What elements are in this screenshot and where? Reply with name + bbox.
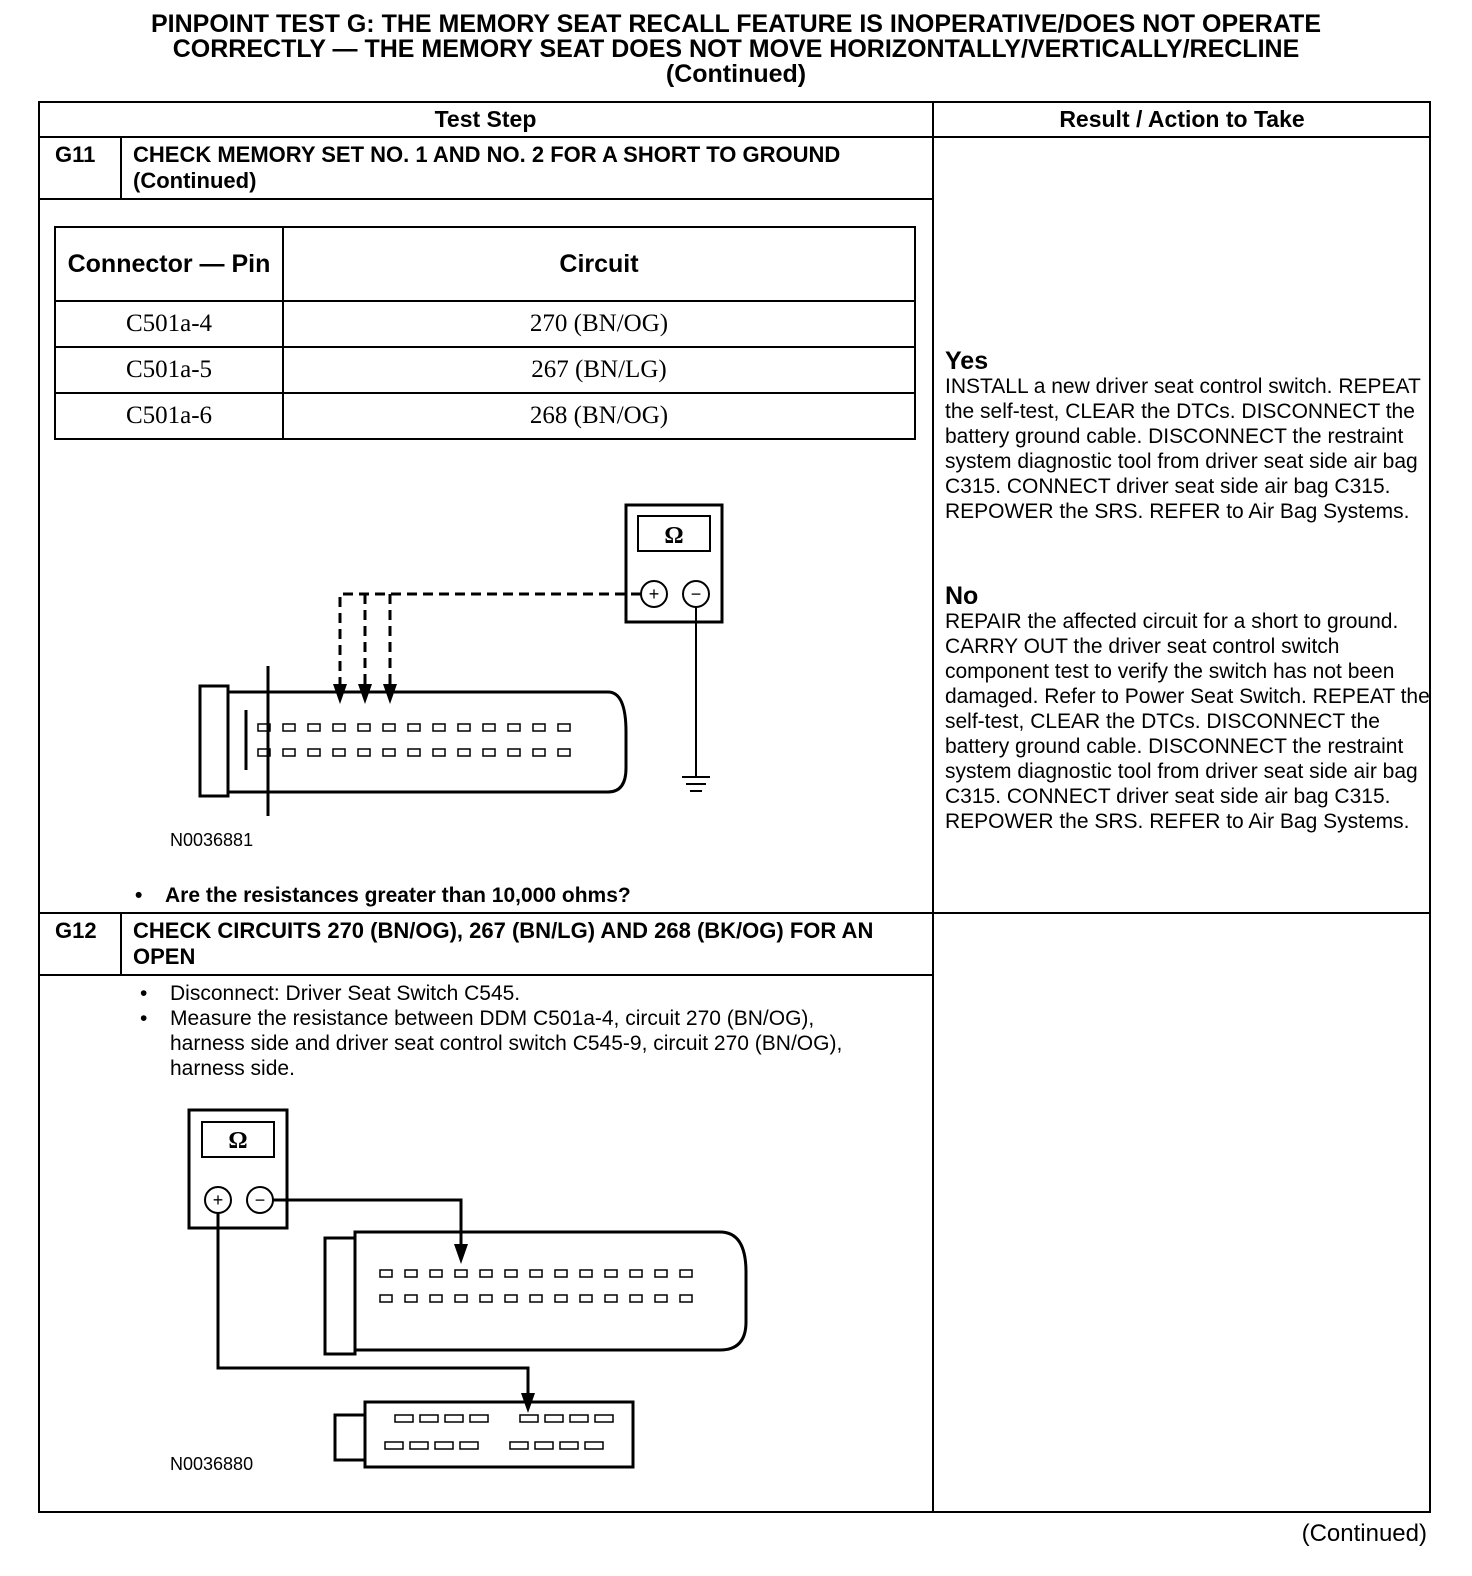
svg-text:+: + xyxy=(648,584,660,604)
connector-pin xyxy=(533,749,545,756)
connector-pin xyxy=(395,1415,413,1422)
test-step-header: Test Step xyxy=(434,106,537,132)
figure-id: N0036881 xyxy=(170,830,254,850)
ohm-symbol: Ω xyxy=(664,523,684,549)
connector-pin xyxy=(455,1295,467,1302)
connector-pin xyxy=(605,1295,617,1302)
connector-pin xyxy=(580,1295,592,1302)
step-title: CHECK MEMORY SET NO. 1 AND NO. 2 FOR A SHORT TO GROUND (Continued) xyxy=(133,142,841,193)
connector-pin xyxy=(480,1270,492,1277)
connector-pin xyxy=(385,1442,403,1449)
col-circuit: Circuit xyxy=(283,227,915,301)
connector-pin xyxy=(455,1270,467,1277)
result-yes: Yes INSTALL a new driver seat control switch. REPEAT the self-test, CLEAR the DTCs. DISCONNECT the battery ground cable. DISCONNECT the restraint system diagnostic tool from driver seat side air bag C315. CONNECT driver seat side air bag C315. REPOWER the SRS. REFER to Air Bag Systems. xyxy=(945,347,1421,523)
connector-pin xyxy=(358,724,370,731)
connector-pin xyxy=(560,1442,578,1449)
connector-pin xyxy=(408,724,420,731)
connector-pin xyxy=(383,749,395,756)
connector-pin xyxy=(505,1270,517,1277)
connector-pin xyxy=(558,749,570,756)
table-row: C501a-4 270 (BN/OG) xyxy=(55,301,915,347)
connector-pin xyxy=(483,749,495,756)
connector-pin xyxy=(308,724,320,731)
col-connector-pin: Connector — Pin xyxy=(55,227,283,301)
connector-pin xyxy=(283,724,295,731)
figure-id: N0036880 xyxy=(170,1454,254,1474)
connector-pin xyxy=(655,1270,667,1277)
connector-pin xyxy=(535,1442,553,1449)
connector-pin xyxy=(435,1442,453,1449)
svg-text:−: − xyxy=(690,584,702,604)
table-row: C501a-5 267 (BN/LG) xyxy=(55,347,915,393)
divider xyxy=(38,974,933,976)
connector-pin xyxy=(433,749,445,756)
connector-pin xyxy=(570,1415,588,1422)
connector-pin xyxy=(580,1270,592,1277)
divider xyxy=(38,912,1431,914)
connector-pin xyxy=(680,1270,692,1277)
connector-pin xyxy=(555,1295,567,1302)
connector-pin xyxy=(483,724,495,731)
connector-pin xyxy=(545,1415,563,1422)
connector-pin xyxy=(410,1442,428,1449)
step-id: G11 xyxy=(55,142,96,167)
connector-pin xyxy=(430,1295,442,1302)
connector-pin xyxy=(530,1270,542,1277)
connector-pin xyxy=(333,749,345,756)
step-instructions: • Disconnect: Driver Seat Switch C545. • Measure the resistance between DDM C501a-4, circuit 270 (BN/OG), harness side and driver seat control switch C545-9, circuit 270 (BN/OG), harness side. xyxy=(138,981,878,1081)
connector-pin xyxy=(430,1270,442,1277)
svg-text:−: − xyxy=(254,1190,266,1210)
connector-pin xyxy=(480,1295,492,1302)
connector-pin xyxy=(520,1415,538,1422)
connector-pin xyxy=(555,1270,567,1277)
connector-diagram-1 xyxy=(0,0,933,912)
connector-pin xyxy=(533,724,545,731)
connector-pin xyxy=(433,724,445,731)
step-title: CHECK CIRCUITS 270 (BN/OG), 267 (BN/LG) AND 268 (BK/OG) FOR AN OPEN xyxy=(133,918,874,969)
continued-footer: (Continued) xyxy=(1301,1520,1427,1547)
connector-pin xyxy=(380,1295,392,1302)
ohm-symbol: Ω xyxy=(228,1128,248,1154)
connector-pin xyxy=(605,1270,617,1277)
connector-pin xyxy=(595,1415,613,1422)
svg-text:+: + xyxy=(212,1190,224,1210)
connector-pin xyxy=(558,724,570,731)
result-header: Result / Action to Take xyxy=(1059,106,1305,132)
connector-pin xyxy=(505,1295,517,1302)
connector-pin xyxy=(508,749,520,756)
connector-pin xyxy=(655,1295,667,1302)
connector-pin xyxy=(630,1295,642,1302)
connector-pin xyxy=(405,1270,417,1277)
connector-pin xyxy=(408,749,420,756)
connector-pin xyxy=(458,724,470,731)
connector-pin xyxy=(530,1295,542,1302)
connector-pin xyxy=(445,1415,463,1422)
connector-pin xyxy=(420,1415,438,1422)
connector-pin xyxy=(470,1415,488,1422)
connector-pin xyxy=(510,1442,528,1449)
step-id: G12 xyxy=(55,918,97,943)
divider xyxy=(120,913,122,975)
connector-pin xyxy=(508,724,520,731)
connector-pin xyxy=(458,749,470,756)
connector-pin xyxy=(380,1270,392,1277)
probe-tips xyxy=(333,684,397,704)
connector-pin xyxy=(383,724,395,731)
question: • Are the resistances greater than 10,000 ohms? xyxy=(133,883,631,908)
page-title: PINPOINT TEST G: THE MEMORY SEAT RECALL FEATURE IS INOPERATIVE/DOES NOT OPERATE CORRECTLY — THE MEMORY SEAT DOES NOT MOVE HORIZONTALLY/VERTICALLY/RECLINE (Continued) xyxy=(151,10,1321,88)
connector-pin xyxy=(630,1270,642,1277)
connector-pin xyxy=(680,1295,692,1302)
connector-pin xyxy=(333,724,345,731)
result-no: No REPAIR the affected circuit for a short to ground. CARRY OUT the driver seat control switch component test to verify the switch has not been damaged. Refer to Power Seat Switch. REPEAT the self-test, CLEAR the DTCs. DISCONNECT the battery ground cable. DISCONNECT the restraint system diagnostic tool from driver seat side air bag C315. CONNECT driver seat side air bag C315. REPOWER the SRS. REFER to Air Bag Systems. xyxy=(945,582,1430,833)
connector-pin xyxy=(585,1442,603,1449)
connector-pin xyxy=(405,1295,417,1302)
connector-pin xyxy=(358,749,370,756)
connector-pin xyxy=(308,749,320,756)
table-row: C501a-6 268 (BN/OG) xyxy=(55,393,915,439)
connector-pin xyxy=(283,749,295,756)
connector-pin xyxy=(460,1442,478,1449)
connector-diagram-2 xyxy=(0,1090,933,1490)
